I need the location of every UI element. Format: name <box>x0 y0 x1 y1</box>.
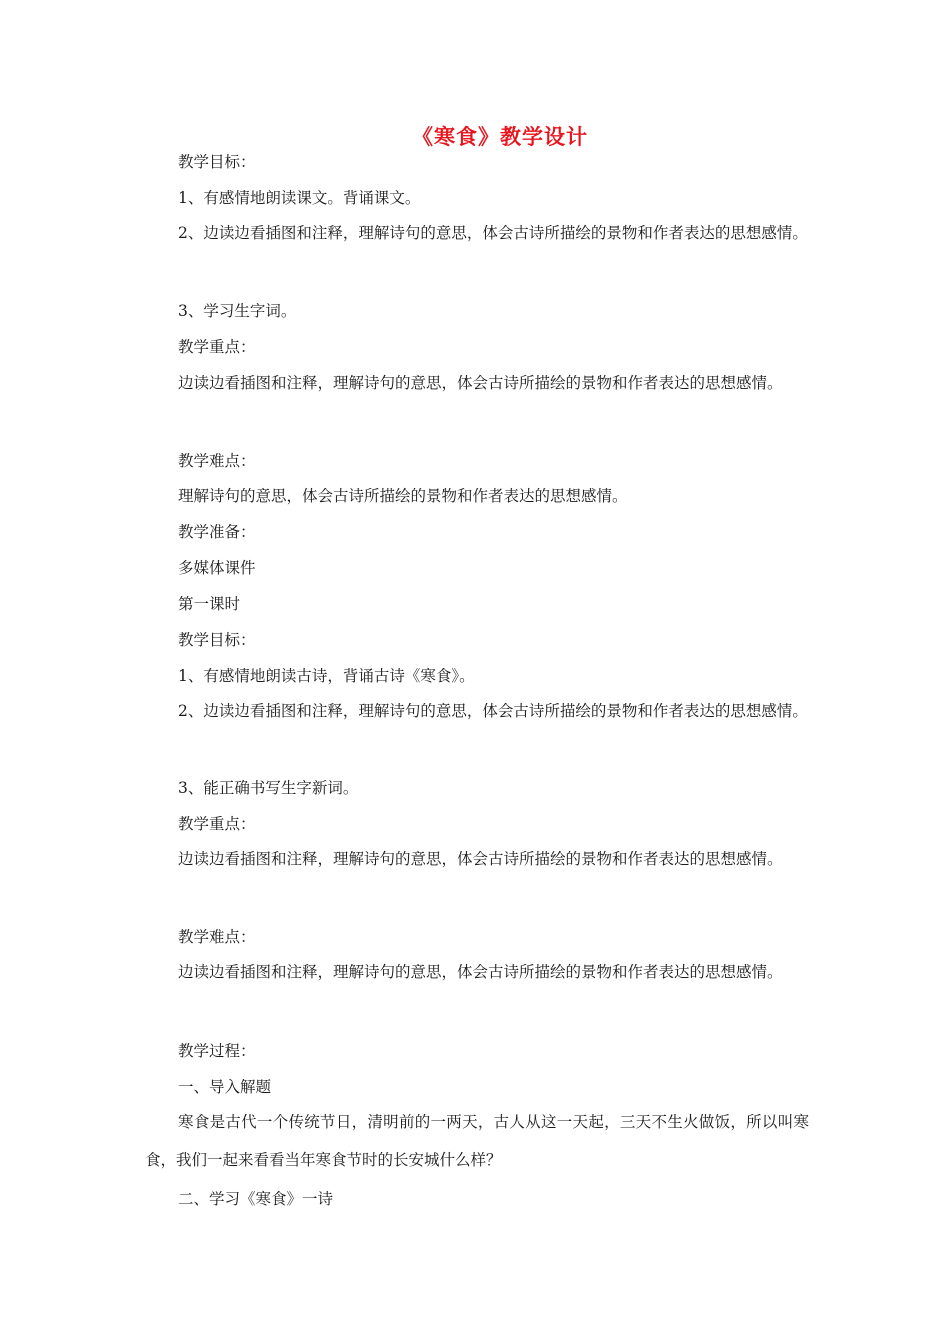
section-heading-lesson-one: 第一课时 <box>178 595 241 613</box>
section-heading-process: 教学过程： <box>178 1042 256 1060</box>
section-heading-objectives: 教学目标： <box>178 631 256 649</box>
section-heading-difficulties: 教学难点： <box>178 452 256 470</box>
document-title: 《寒食》教学设计 <box>412 124 588 149</box>
paragraph: 2、边读边看插图和注释，理解诗句的意思，体会古诗所描绘的景物和作者表达的思想感情。 <box>178 702 808 720</box>
paragraph: 3、学习生字词。 <box>178 302 297 320</box>
section-heading-difficulties: 教学难点： <box>178 928 256 946</box>
section-heading-preparation: 教学准备： <box>178 523 256 541</box>
section-heading-key-points: 教学重点： <box>178 815 256 833</box>
section-heading-key-points: 教学重点： <box>178 338 256 356</box>
paragraph: 多媒体课件 <box>178 559 256 577</box>
section-heading-objectives: 教学目标： <box>178 153 256 171</box>
paragraph: 寒食是古代一个传统节日，清明前的一两天，古人从这一天起，三天不生火做饭，所以叫寒食，我们一起来看看当年寒食节时的长安城什么样？ <box>145 1113 809 1169</box>
section-heading-intro: 一、导入解题 <box>178 1078 272 1096</box>
paragraph: 3、能正确书写生字新词。 <box>178 779 359 797</box>
paragraph: 1、有感情地朗读课文。背诵课文。 <box>178 189 421 207</box>
paragraph: 边读边看插图和注释，理解诗句的意思，体会古诗所描绘的景物和作者表达的思想感情。 <box>178 963 783 981</box>
paragraph: 理解诗句的意思，体会古诗所描绘的景物和作者表达的思想感情。 <box>178 487 628 505</box>
paragraph: 边读边看插图和注释，理解诗句的意思，体会古诗所描绘的景物和作者表达的思想感情。 <box>178 374 783 392</box>
paragraph: 1、有感情地朗读古诗，背诵古诗《寒食》。 <box>178 667 475 685</box>
paragraph: 2、边读边看插图和注释，理解诗句的意思，体会古诗所描绘的景物和作者表达的思想感情。 <box>178 224 808 242</box>
section-heading-study-poem: 二、学习《寒食》一诗 <box>178 1190 334 1208</box>
paragraph: 边读边看插图和注释，理解诗句的意思，体会古诗所描绘的景物和作者表达的思想感情。 <box>178 850 783 868</box>
